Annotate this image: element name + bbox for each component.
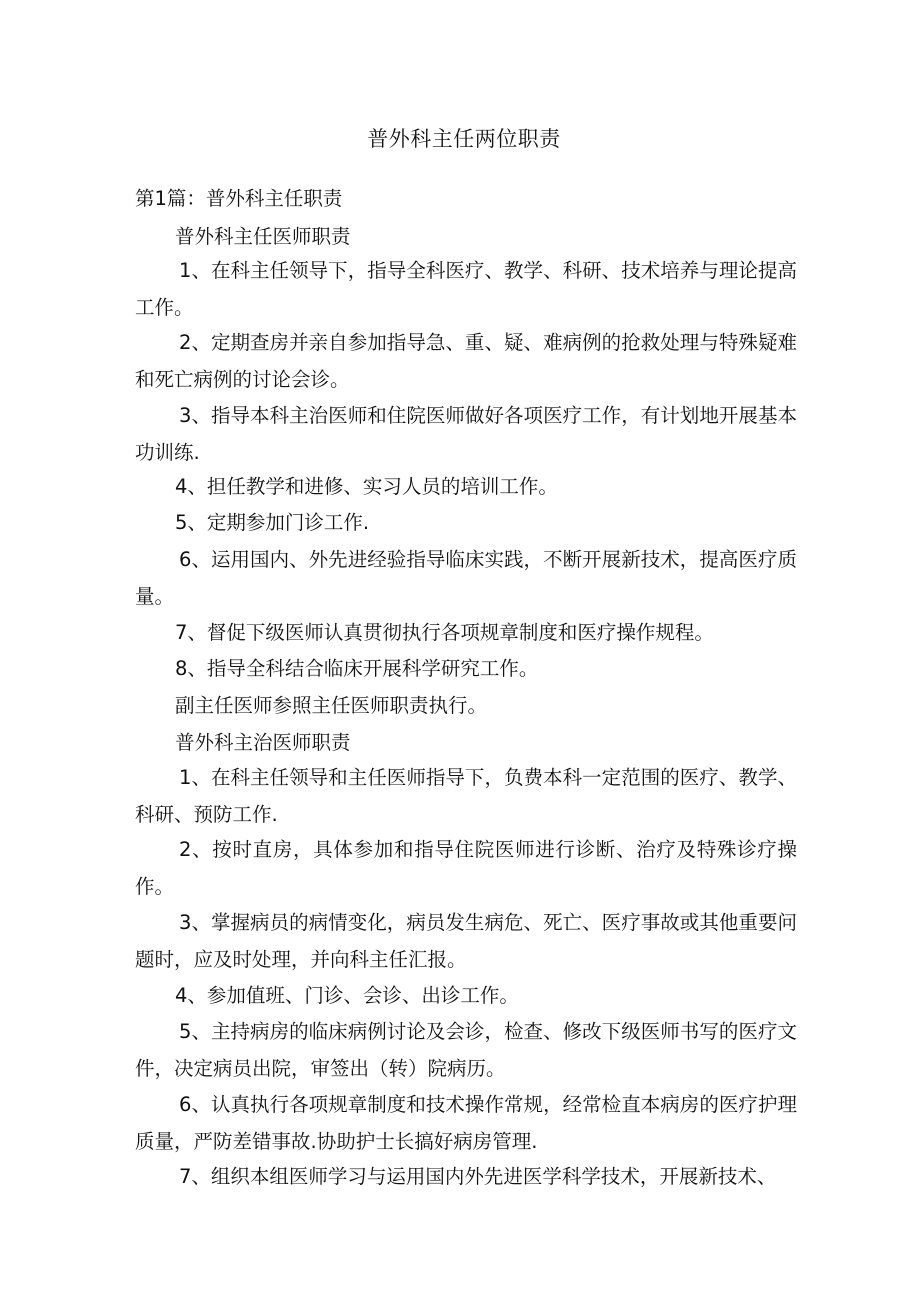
- duty-item: 1、在科主任领导下，指导全科医疗、教学、科研、技术培养与理论提高工作。: [135, 259, 797, 319]
- duty-item: 4、担任教学和进修、实习人员的培训工作。: [175, 475, 558, 498]
- section-heading: 普外科主治医师职责: [175, 731, 351, 754]
- duty-item: 7、督促下级医师认真贯彻执行各项规章制度和医疗操作规程。: [175, 621, 714, 644]
- duty-item: 6、运用国内、外先进经验指导临床实践，不断开展新技术，提高医疗质量。: [135, 548, 797, 608]
- duty-item: 3、指导本科主治医师和住院医师做好各项医疗工作，有计划地开展基本功训练.: [135, 404, 797, 464]
- duty-item: 2、定期查房并亲自参加指导急、重、疑、难病例的抢救处理与特殊疑难和死亡病例的讨论会诊。: [135, 331, 797, 391]
- section-note: 副主任医师参照主任医师职责执行。: [175, 694, 488, 717]
- duty-item: 3、掌握病员的病情变化，病员发生病危、死亡、医疗事故或其他重要问题时，应及时处理，并向科主任汇报。: [135, 911, 797, 971]
- duty-item: 6、认真执行各项规章制度和技术操作常规，经常检直本病房的医疗护理质量，严防差错事故.协助护士长搞好病房管理.: [135, 1093, 797, 1153]
- duty-item: 2、按时直房，具体参加和指导住院医师进行诊断、治疗及特殊诊疗操作。: [135, 838, 797, 898]
- document-title: 普外科主任两位职责: [367, 127, 561, 151]
- duty-item: 5、主持病房的临床病例讨论及会诊，检查、修改下级医师书写的医疗文件，决定病员出院，审签出（转）院病历。: [135, 1020, 797, 1080]
- duty-item: 8、指导全科结合临床开展科学研究工作。: [175, 657, 539, 680]
- chapter-heading: 第1篇：普外科主任职责: [135, 187, 343, 210]
- section-heading: 普外科主任医师职责: [175, 225, 351, 248]
- duty-item: 5、定期参加门诊工作.: [175, 511, 370, 534]
- duty-item: 7、组织本组医师学习与运用国内外先进医学科学技术，开展新技术、: [179, 1165, 777, 1188]
- duty-item: 4、参加值班、门诊、会诊、出诊工作。: [175, 984, 519, 1007]
- duty-item: 1、在科主任领导和主任医师指导下，负费本科一定范围的医疗、教学、科研、预防工作.: [135, 766, 797, 826]
